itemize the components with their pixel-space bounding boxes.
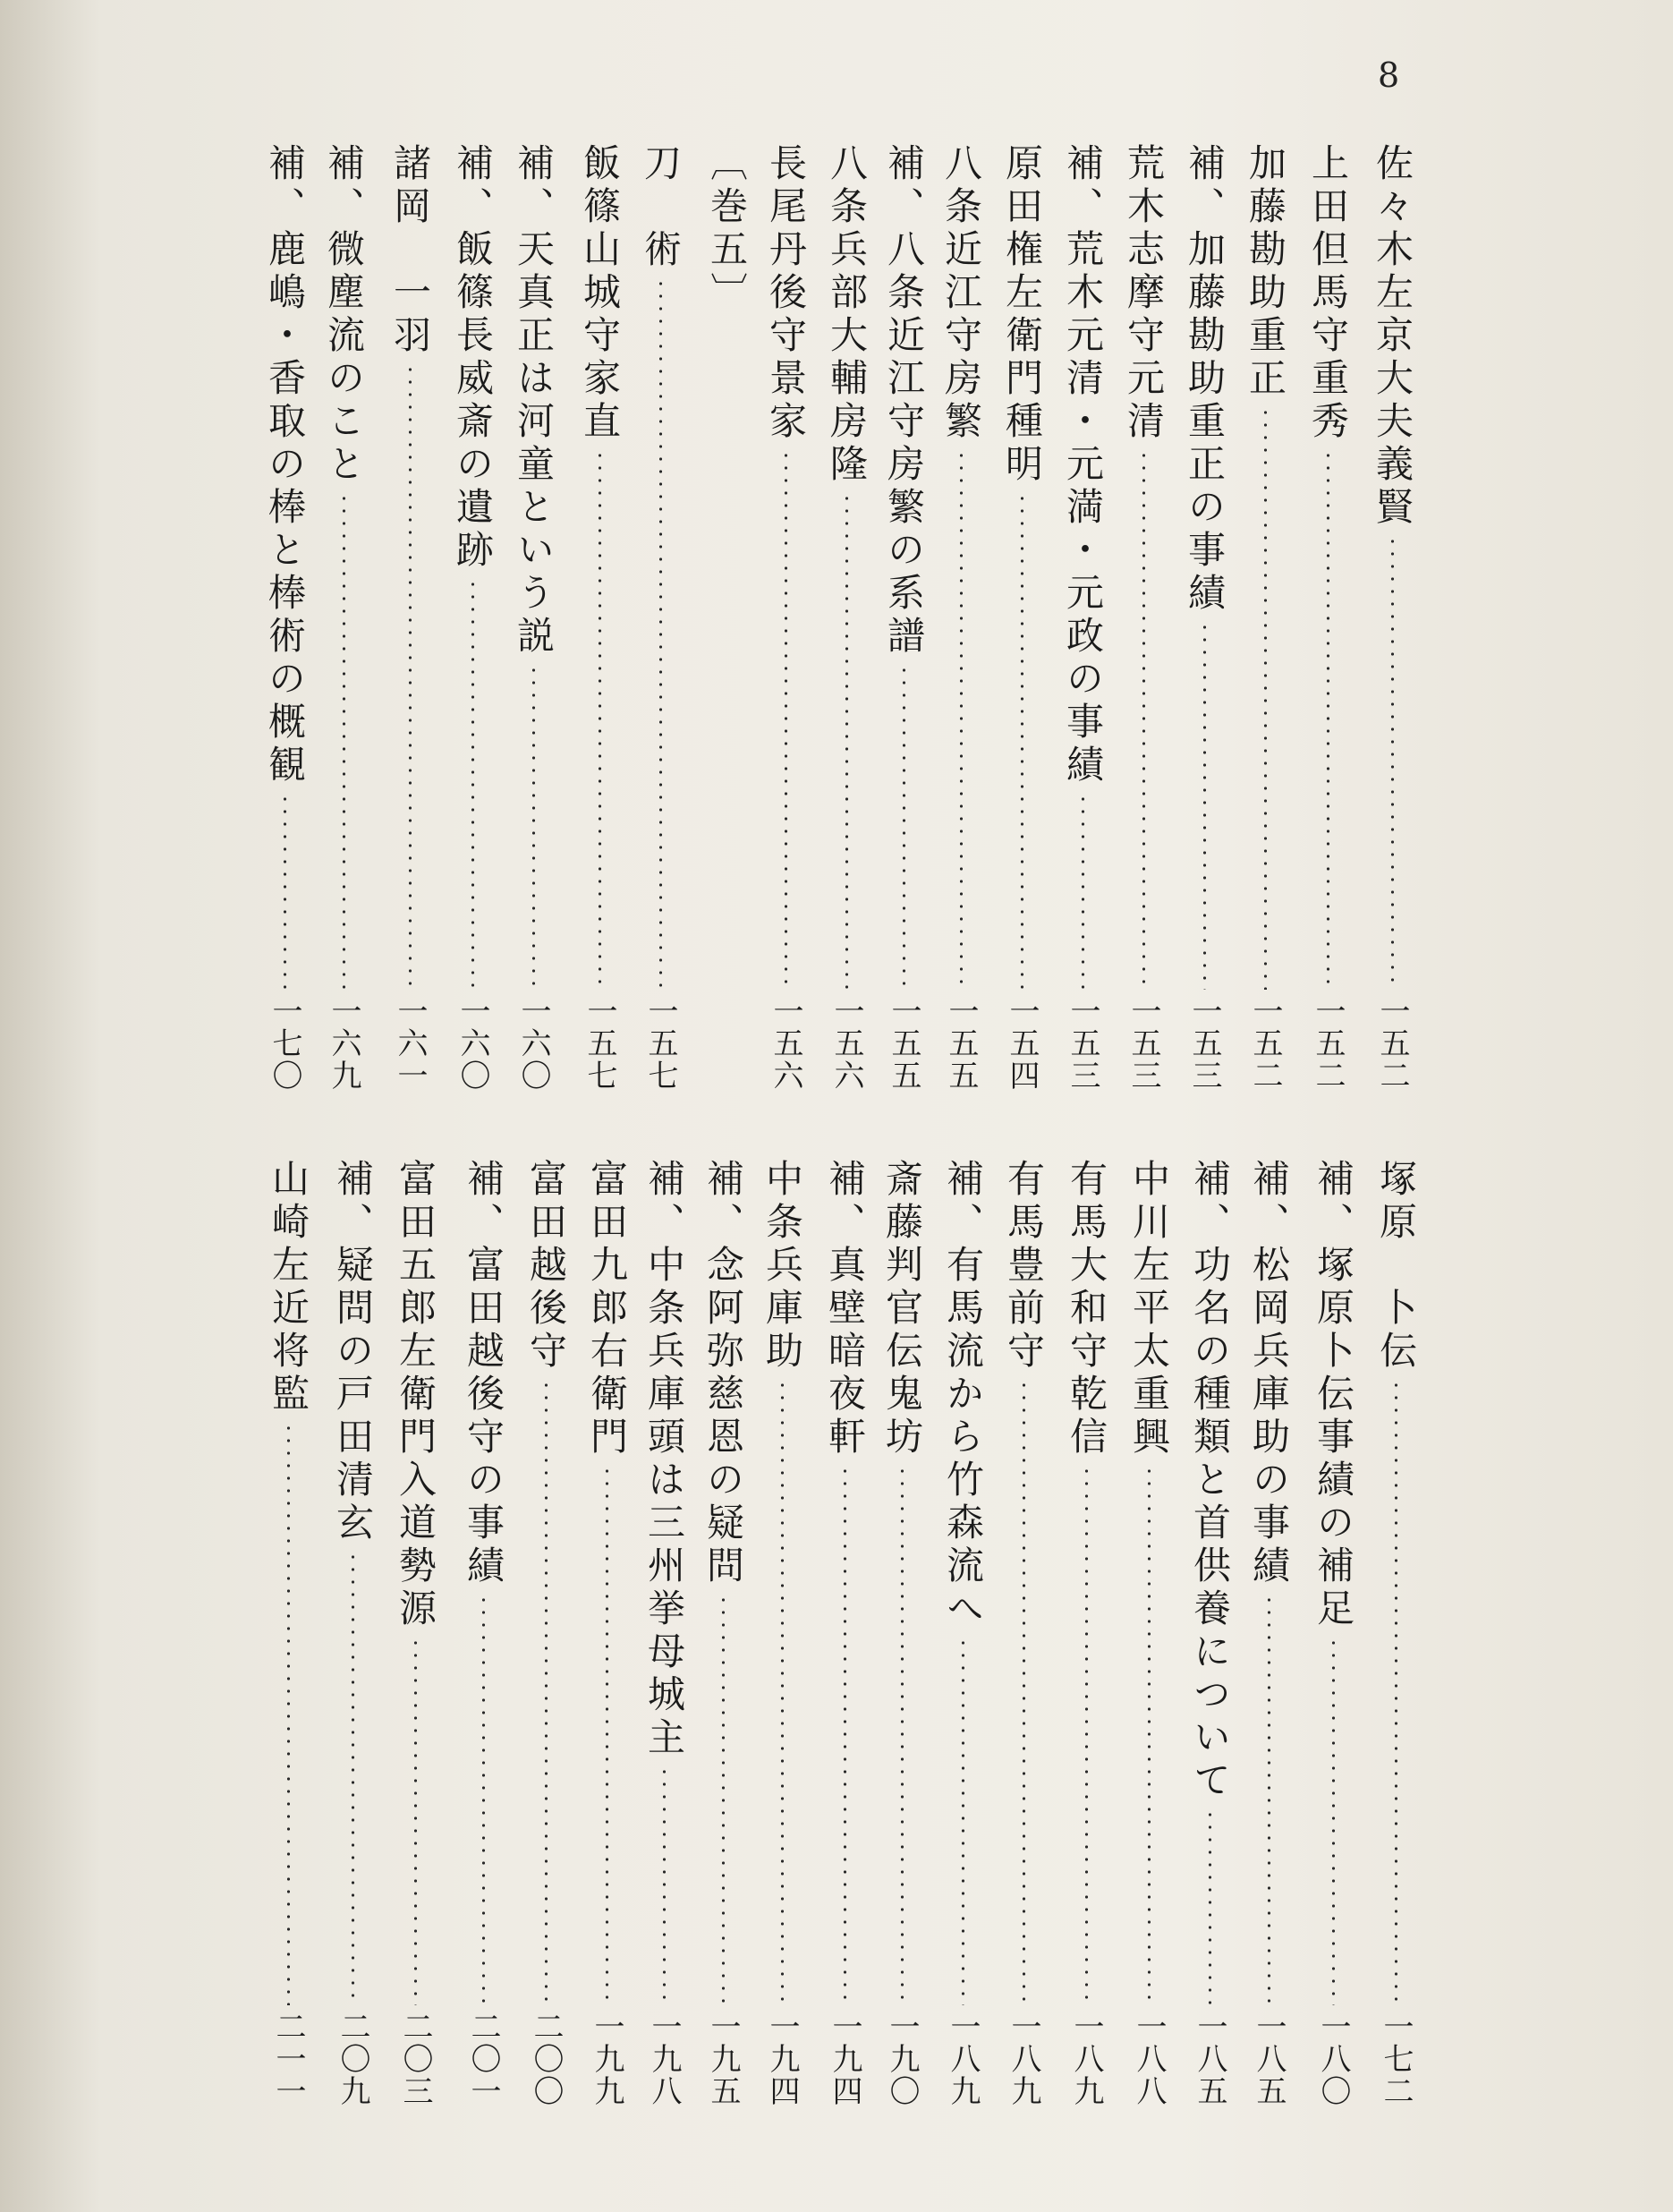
dot-leader: [482, 1594, 485, 2005]
toc-entry: [456, 1159, 510, 2107]
dot-leader: [844, 1465, 846, 2005]
toc-entry-page: 一五二: [1374, 995, 1410, 1092]
toc-entry-page: 一五二: [1310, 995, 1346, 1092]
toc-entry: [1183, 1159, 1236, 2107]
toc-entry: [1242, 1159, 1295, 2107]
toc-entry-page: 一八九: [945, 2011, 981, 2107]
toc-entry-page: 一八八: [1131, 2011, 1167, 2107]
toc-entry-page: 一五六: [768, 995, 803, 1092]
toc-entry-title: 富田越後守: [524, 1159, 568, 1374]
dot-leader: [1203, 621, 1206, 990]
dot-leader: [287, 1422, 290, 2005]
toc-entry: [1122, 1159, 1176, 2107]
dot-leader: [659, 277, 662, 990]
toc-entry: [580, 1159, 633, 2107]
toc-entry-title: 補、荒木元清・元満・元政の事績: [1061, 143, 1105, 787]
toc-entry-page: 一八〇: [1315, 2011, 1351, 2107]
toc-entry: [934, 143, 988, 1092]
toc-entry-page: 一七二: [1378, 2011, 1414, 2107]
dot-leader: [1082, 793, 1084, 990]
dot-leader: [414, 1637, 417, 2005]
toc-entry: [326, 1159, 379, 2107]
toc-entry-page: 一五六: [828, 995, 864, 1092]
page-number: 8: [1378, 55, 1400, 95]
toc-entry-title: 補、加藤勘助重正の事績: [1183, 143, 1227, 616]
toc-entry-title: 補、八条近江守房繁の系譜: [882, 143, 926, 659]
toc-entry: [936, 1159, 989, 2107]
toc-entry: [388, 1159, 442, 2107]
toc-entry: [875, 1159, 929, 2107]
toc-entry-title: 刀 術: [639, 143, 683, 272]
dot-leader: [1264, 406, 1267, 990]
toc-entry: [261, 1159, 315, 2107]
dot-leader: [960, 449, 963, 990]
toc-entry-title: 山崎左近将監: [267, 1159, 310, 1417]
toc-entry-page: 一五五: [886, 995, 921, 1092]
toc-entry: [637, 1159, 691, 2107]
toc-entry: [696, 1159, 750, 2107]
dot-leader: [1395, 1379, 1397, 2005]
toc-entry: [1056, 143, 1109, 1092]
toc-entry: [506, 143, 560, 1092]
dot-leader: [962, 1637, 964, 2005]
toc-entry-page: 一八九: [1068, 2011, 1104, 2107]
toc-entry: [759, 143, 812, 1092]
toc-entry-page: 二〇〇: [528, 2011, 564, 2107]
toc-entry: [446, 143, 499, 1092]
toc-entry-page: 一六〇: [454, 995, 490, 1092]
toc-entry: [317, 143, 370, 1092]
toc-entry-title: 荒木志摩守元清: [1122, 143, 1166, 444]
toc-entry-page: 一六九: [326, 995, 361, 1092]
toc-entry-page: 一五七: [582, 995, 617, 1092]
toc-entry-page: 一五四: [1004, 995, 1040, 1092]
toc-entry-title: 中条兵庫助: [760, 1159, 804, 1374]
dot-leader: [781, 1379, 784, 2005]
toc-entry: [1117, 143, 1170, 1092]
toc-entry-title: 補、真壁暗夜軒: [823, 1159, 867, 1459]
dot-leader: [409, 363, 412, 990]
toc-entry-title: 補、松岡兵庫助の事績: [1247, 1159, 1291, 1588]
toc-entry-title: 〔巻五〕: [705, 143, 749, 315]
toc-entry-title: 加藤勘助重正: [1244, 143, 1287, 401]
toc-entry-page: 一九八: [646, 2011, 682, 2107]
toc-entry-title: 中川左平太重興: [1127, 1159, 1171, 1459]
toc-entry: [820, 143, 873, 1092]
toc-entry-page: 一八五: [1192, 2011, 1227, 2107]
toc-entry-page: 一八五: [1251, 2011, 1287, 2107]
toc-entry-page: 一九四: [827, 2011, 862, 2107]
dot-leader: [722, 1594, 725, 2005]
dot-leader: [1268, 1594, 1270, 2005]
dot-leader: [1085, 1465, 1088, 2005]
toc-entry-title: 佐々木左京大夫義賢: [1371, 143, 1414, 530]
dot-leader: [343, 492, 345, 990]
dot-leader: [1142, 449, 1145, 990]
toc-entry-page: 一五三: [1186, 995, 1222, 1092]
toc-entry-page: 一六一: [392, 995, 428, 1092]
dot-leader: [1023, 1379, 1025, 2005]
toc-entry-page: 一五三: [1125, 995, 1161, 1092]
toc-entry-title: 原田権左衛門種明: [1000, 143, 1044, 487]
toc-entry-title: 補、富田越後守の事績: [462, 1159, 505, 1588]
toc-entry-page: 一五五: [943, 995, 979, 1092]
dot-leader: [1021, 492, 1023, 990]
toc-entry-title: 長尾丹後守景家: [764, 143, 808, 444]
toc-entry-page: 一六〇: [515, 995, 551, 1092]
toc-entry: [997, 1159, 1050, 2107]
dot-leader: [1391, 535, 1394, 990]
dot-leader: [901, 1465, 904, 2005]
toc-entry-title: 飯篠山城守家直: [578, 143, 622, 444]
toc-entry: [818, 1159, 871, 2107]
dot-leader: [1209, 1808, 1211, 2005]
toc-entry-page: 一九九: [589, 2011, 624, 2107]
toc-entry-title: 富田五郎左衛門入道勢源: [394, 1159, 437, 1631]
toc-entry-page: 二〇三: [397, 2011, 433, 2107]
toc-entry: [877, 143, 930, 1092]
toc-entry: [755, 1159, 809, 2107]
toc-entry: [633, 143, 687, 1092]
toc-entry-page: 一五三: [1065, 995, 1100, 1092]
toc-entry: [383, 143, 437, 1092]
toc-entry-title: 補、念阿弥慈恩の疑問: [701, 1159, 745, 1588]
toc-entry-title: 富田九郎右衛門: [585, 1159, 629, 1459]
toc-entry-title: 補、微塵流のこと: [322, 143, 366, 487]
toc-entry-title: 補、疑問の戸田清玄: [331, 1159, 375, 1545]
toc-entry-title: 補、中条兵庫頭は三州挙母城主: [642, 1159, 686, 1760]
toc-entry-title: 補、天真正は河童という説: [512, 143, 556, 659]
dot-leader: [352, 1551, 354, 2005]
toc-entry: [519, 1159, 573, 2107]
toc-entry: [700, 143, 753, 1092]
toc-entry-title: 有馬大和守乾信: [1065, 1159, 1108, 1459]
toc-entry-page: 一八九: [1006, 2011, 1041, 2107]
toc-entry: [1365, 143, 1419, 1092]
toc-entry-page: 二一一: [270, 2011, 306, 2107]
toc-entry-page: 一五二: [1247, 995, 1283, 1092]
dot-leader: [1332, 1637, 1335, 2005]
toc-entry-title: 八条兵部大輔房隆: [825, 143, 869, 487]
dot-leader: [545, 1379, 548, 2005]
dot-leader: [284, 793, 286, 990]
toc-entry-title: 八条近江守房繁: [939, 143, 983, 444]
toc-entry-page: 二〇一: [465, 2011, 501, 2107]
toc-entry-title: 有馬豊前守: [1002, 1159, 1046, 1374]
toc-entry-title: 補、塚原卜伝事績の補足: [1312, 1159, 1355, 1631]
toc-entry-title: 塚原 卜伝: [1374, 1159, 1418, 1374]
dot-leader: [785, 449, 787, 990]
dot-leader: [606, 1465, 608, 2005]
dot-leader: [1327, 449, 1329, 990]
toc-entry-page: 一九四: [764, 2011, 800, 2107]
toc-entry: [1238, 143, 1292, 1092]
toc-entry-page: 一九五: [705, 2011, 741, 2107]
toc-entry: [573, 143, 626, 1092]
toc-entry-title: 上田但馬守重秀: [1306, 143, 1350, 444]
toc-entry: [258, 143, 311, 1092]
toc-entry: [995, 143, 1049, 1092]
dot-leader: [532, 664, 535, 990]
dot-leader: [599, 449, 601, 990]
toc-entry-title: 斎藤判官伝鬼坊: [880, 1159, 924, 1459]
toc-entry-title: 補、有馬流から竹森流へ: [941, 1159, 985, 1631]
toc-entry: [1306, 1159, 1360, 2107]
toc-entry-title: 補、鹿嶋・香取の棒と棒術の概観: [263, 143, 307, 787]
toc-entry: [1369, 1159, 1422, 2107]
toc-entry: [1059, 1159, 1113, 2107]
toc-entry-title: 補、飯篠長威斎の遺跡: [451, 143, 495, 573]
toc-entry-page: 一七〇: [267, 995, 302, 1092]
dot-leader: [663, 1765, 666, 2005]
dot-leader: [903, 664, 905, 990]
dot-leader: [845, 492, 848, 990]
toc-entry-page: 一九〇: [884, 2011, 920, 2107]
toc-entry: [1177, 143, 1231, 1092]
toc-entry-page: 二〇九: [335, 2011, 370, 2107]
dot-leader: [1148, 1465, 1151, 2005]
toc-entry: [1301, 143, 1355, 1092]
toc-entry-page: 一五七: [642, 995, 678, 1092]
toc-entry-title: 諸岡 一羽: [388, 143, 432, 358]
toc-entry-title: 補、功名の種類と首供養について: [1188, 1159, 1232, 1803]
dot-leader: [471, 578, 474, 990]
